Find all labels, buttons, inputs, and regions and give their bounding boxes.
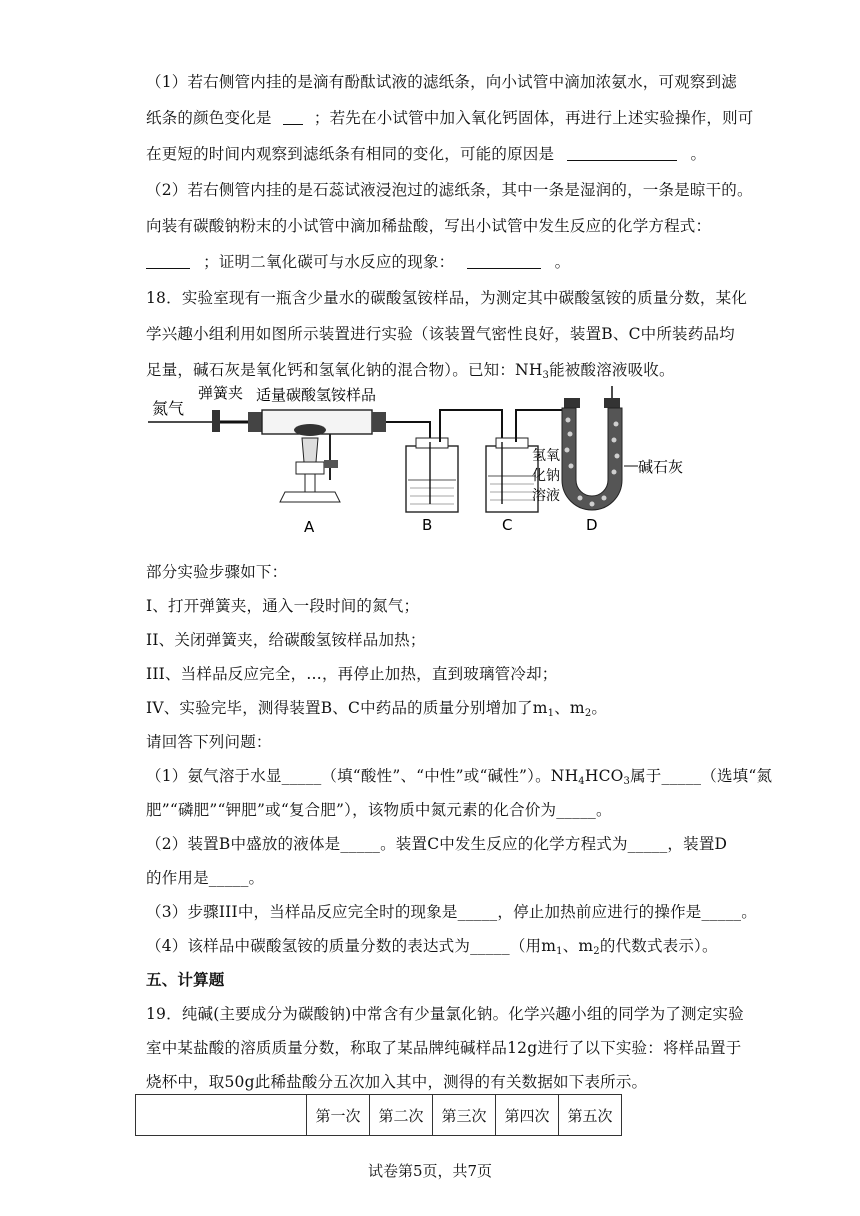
label-naoh-3: 溶液 <box>532 488 560 504</box>
q18-line3b: 能被酸溶液吸收。 <box>549 361 675 379</box>
subscript: 1 <box>547 708 555 719</box>
q17-part1-line2a: 纸条的颜色变化是 <box>146 109 272 127</box>
a2-line2: 的作用是_____。 <box>146 869 265 887</box>
label-b: B <box>422 516 433 534</box>
table-header-cell <box>136 1095 307 1136</box>
steps-intro: 部分实验步骤如下： <box>146 563 288 581</box>
q17-part1-line2 <box>146 106 754 128</box>
burner-top <box>296 462 324 474</box>
table-row <box>136 1095 622 1136</box>
subscript: 2 <box>584 708 592 719</box>
table-header-cell: 第五次 <box>559 1095 622 1136</box>
bottle-c <box>486 446 538 512</box>
burner-neck <box>305 474 315 492</box>
step-2: II、关闭弹簧夹，给碳酸氢铵样品加热； <box>146 631 426 649</box>
answer-blank <box>146 254 190 269</box>
q17-part1-line3a: 在更短的时间内观察到滤纸条有相同的变化，可能的原因是 <box>146 145 555 163</box>
a1-line1b: HCO <box>584 767 624 785</box>
label-c: C <box>502 516 513 534</box>
sample-pile <box>294 424 326 436</box>
subscript: 2 <box>593 946 600 957</box>
u-tube-d <box>562 408 622 510</box>
a4-line1c: 的代数式表示）。 <box>599 937 718 955</box>
q17-part2-line3b: 。 <box>554 253 571 271</box>
label-clip: 弹簧夹 <box>198 384 244 402</box>
stand-clamp <box>324 460 338 468</box>
a1-line1a: （1）氨气溶于水显_____（填“酸性”、“中性”或“碱性”）。NH <box>146 767 579 785</box>
a3-line1: （3）步骤III中，当样品反应完全时的现象是_____，停止加热前应进行的操作是_____。 <box>146 903 757 921</box>
a2-line1: （2）装置B中盛放的液体是_____。装置C中发生反应的化学方程式为_____，装置D <box>146 835 728 853</box>
q17-part1-line3 <box>146 142 706 164</box>
label-sodalime: 碱石灰 <box>638 458 684 476</box>
flame <box>302 438 318 462</box>
label-naoh-1: 氢氧 <box>532 448 560 464</box>
answer-blank <box>567 146 677 161</box>
q18-line2: 学兴趣小组利用如图所示装置进行实验（该装置气密性良好，装置B、C中所装药品均 <box>146 325 735 343</box>
label-a: A <box>304 518 315 536</box>
q18-line3a: 足量，碱石灰是氧化钙和氢氧化钠的混合物）。已知：NH <box>146 361 543 379</box>
label-nitrogen: 氮气 <box>152 399 185 418</box>
q19-line1: 19．纯碱(主要成分为碳酸钠)中常含有少量氯化钠。化学兴趣小组的同学为了测定实验 <box>146 1005 744 1023</box>
label-d: D <box>586 516 598 534</box>
subscript: 1 <box>556 946 563 957</box>
answer-blank <box>467 254 541 269</box>
q17-part2-line1: （2）若右侧管内挂的是石蕊试液浸泡过的滤纸条，其中一条是湿润的，一条是晾干的。 <box>146 181 753 199</box>
stopper-right <box>372 412 386 432</box>
tube-bc <box>440 410 502 442</box>
table-header-cell: 第四次 <box>496 1095 559 1136</box>
label-naoh-2: 化钠 <box>532 468 560 484</box>
a4-line1a: （4）该样品中碳酸氢铵的质量分数的表达式为_____（用m <box>146 937 557 955</box>
a1-line1c: 属于_____（选填“氮 <box>630 767 773 785</box>
step-4 <box>146 696 607 719</box>
apparatus-diagram <box>140 380 700 540</box>
q17-part2-line2: 向装有碳酸钠粉末的小试管中滴加稀盐酸，写出小试管中发生反应的化学方程式： <box>146 217 712 235</box>
page-footer: 试卷第5页，共7页 <box>367 1162 493 1180</box>
label-sample: 适量碳酸氢铵样品 <box>256 386 377 404</box>
step-4c: 。 <box>591 699 608 717</box>
stopper-left <box>248 412 262 432</box>
data-table <box>135 1094 622 1136</box>
step-4b: 、m <box>554 699 585 717</box>
step-1: I、打开弹簧夹，通入一段时间的氮气； <box>146 597 420 615</box>
q19-line2: 室中某盐酸的溶质质量分数，称取了某品牌纯碱样品12g进行了以下实验：将样品置于 <box>146 1039 742 1057</box>
ask: 请回答下列问题： <box>146 733 272 751</box>
table-header-cell: 第一次 <box>307 1095 370 1136</box>
q18-line3 <box>146 358 675 381</box>
bottle-c-neck <box>496 438 528 448</box>
q19-line3: 烧杯中，取50g此稀盐酸分五次加入其中，测得的有关数据如下表所示。 <box>146 1073 648 1091</box>
step-4a: IV、实验完毕，测得装置B、C中药品的质量分别增加了m <box>146 699 548 717</box>
table-header-cell: 第二次 <box>370 1095 433 1136</box>
a4-line1 <box>146 934 718 957</box>
subscript: 4 <box>578 776 585 787</box>
stopper-d-right <box>604 398 620 408</box>
table-header-cell: 第三次 <box>433 1095 496 1136</box>
q17-part2-line3 <box>146 250 570 272</box>
q17-part1-line3b: 。 <box>690 145 707 163</box>
step-3: III、当样品反应完全，…，再停止加热，直到玻璃管冷却； <box>146 665 558 683</box>
subscript: 3 <box>542 370 550 381</box>
burner-base <box>280 492 340 502</box>
q17-part1-line1: （1）若右侧管内挂的是滴有酚酞试液的滤纸条，向小试管中滴加浓氨水，可观察到滤 <box>146 73 737 91</box>
subscript: 3 <box>623 776 631 787</box>
q17-part1-line2b: ；若先在小试管中加入氧化钙固体，再进行上述实验操作，则可 <box>313 109 754 127</box>
tube-cd <box>516 410 564 442</box>
a1-line2: 肥”“磷肥”“钾肥”或“复合肥”），该物质中氮元素的化合价为_____。 <box>146 801 612 819</box>
stopper-d-left <box>564 398 580 408</box>
answer-blank <box>283 110 303 125</box>
bottle-b-neck <box>416 438 448 448</box>
section-heading: 五、计算题 <box>146 970 225 989</box>
a1-line1 <box>146 764 772 787</box>
a4-line1b: 、m <box>562 937 594 955</box>
spring-clip <box>212 410 220 432</box>
q17-part2-line3a: ；证明二氧化碳可与水反应的现象： <box>203 253 455 271</box>
bottle-b <box>406 446 458 512</box>
q18-line1: 18．实验室现有一瓶含少量水的碳酸氢铵样品，为测定其中碳酸氢铵的质量分数，某化 <box>146 289 748 307</box>
